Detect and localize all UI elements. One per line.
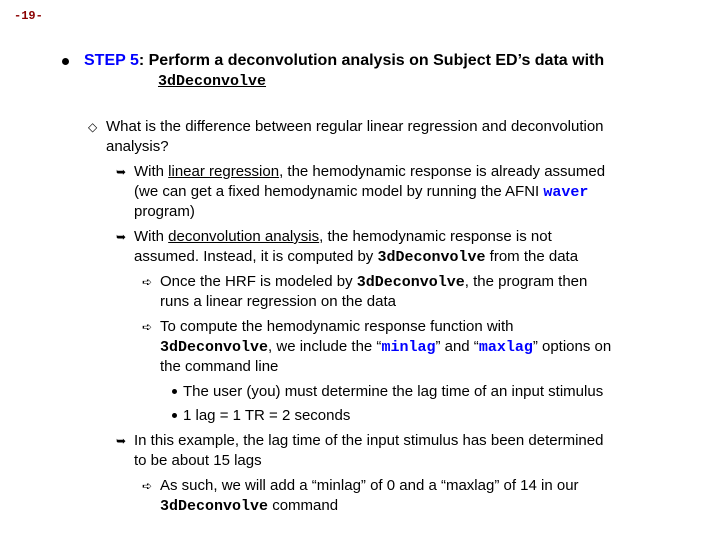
minlag-option: minlag [381, 339, 436, 356]
lr-program: waver [543, 184, 589, 201]
compute-line-2 [160, 337, 611, 358]
outline-arrow-icon: ➪ [142, 320, 153, 334]
hrf-pre: Once the HRF is modeled by [160, 273, 357, 290]
lr-pre: With [134, 163, 169, 180]
outline-arrow-icon: ➪ [142, 275, 153, 289]
dc-line-1 [134, 227, 552, 247]
compute-and: ” and “ [435, 338, 479, 355]
question-line-1: What is the difference between regular linear regression and deconvolution [106, 118, 604, 135]
heading-line-1 [84, 51, 604, 71]
lag-bullet-1: The user (you) must determine the lag time of an input stimulus [183, 383, 604, 400]
assuch-post: command [268, 497, 339, 514]
small-circle-icon [172, 413, 177, 418]
lr-line-3: program) [134, 203, 195, 220]
lr-term: linear regression [168, 163, 280, 180]
assuch-cmd: 3dDeconvolve [160, 498, 269, 515]
dc-term: deconvolution analysis [168, 228, 320, 245]
dc-l2-post: from the data [485, 248, 579, 265]
compute-mid: , we include the “ [268, 338, 382, 355]
assuch-line-1: As such, we will add a “minlag” of 0 and a “maxlag” of 14 in our [160, 477, 579, 494]
dc-l2-pre: assumed. Instead, it is computed by [134, 248, 378, 265]
heading-line-2 [158, 71, 266, 92]
heading-command: 3dDeconvolve [158, 73, 267, 90]
dc-pre: With [134, 228, 169, 245]
assuch-line-2 [160, 496, 338, 517]
right-arrow-icon: ➥ [116, 165, 127, 179]
maxlag-option: maxlag [478, 339, 533, 356]
example-line-2: to be about 15 lags [134, 452, 262, 469]
heading-text: : Perform a deconvolution analysis on Subject ED’s data with [138, 52, 605, 69]
lr-l2: (we can get a fixed hemodynamic model by running the AFNI [134, 183, 544, 200]
hrf-cmd: 3dDeconvolve [356, 274, 465, 291]
diamond-outline-icon: ◇ [88, 120, 98, 134]
lr-rest: , the hemodynamic response is already assumed [279, 163, 606, 180]
compute-line-3: the command line [160, 358, 279, 375]
small-circle-icon [172, 389, 177, 394]
dc-rest: , the hemodynamic response is not [319, 228, 552, 245]
lr-line-1 [134, 162, 605, 182]
outline-arrow-icon: ➪ [142, 479, 153, 493]
heading-bullet-icon [62, 58, 69, 65]
page-number: -19- [14, 9, 43, 23]
right-arrow-icon: ➥ [116, 230, 127, 244]
compute-cmd: 3dDeconvolve [160, 339, 269, 356]
compute-line-1: To compute the hemodynamic response function with [160, 318, 514, 335]
hrf-post: , the program then [464, 273, 588, 290]
example-line-1: In this example, the lag time of the input stimulus has been determined [134, 432, 604, 449]
lr-line-2 [134, 182, 588, 203]
dc-line-2 [134, 247, 578, 268]
hrf-line-2: runs a linear regression on the data [160, 293, 396, 310]
dc-l2-cmd: 3dDeconvolve [377, 249, 486, 266]
heading-step: STEP 5 [84, 52, 139, 69]
compute-end: ” options on [532, 338, 612, 355]
question-line-2: analysis? [106, 138, 169, 155]
right-arrow-icon: ➥ [116, 434, 127, 448]
hrf-line-1 [160, 272, 587, 293]
lag-bullet-2: 1 lag = 1 TR = 2 seconds [183, 407, 351, 424]
